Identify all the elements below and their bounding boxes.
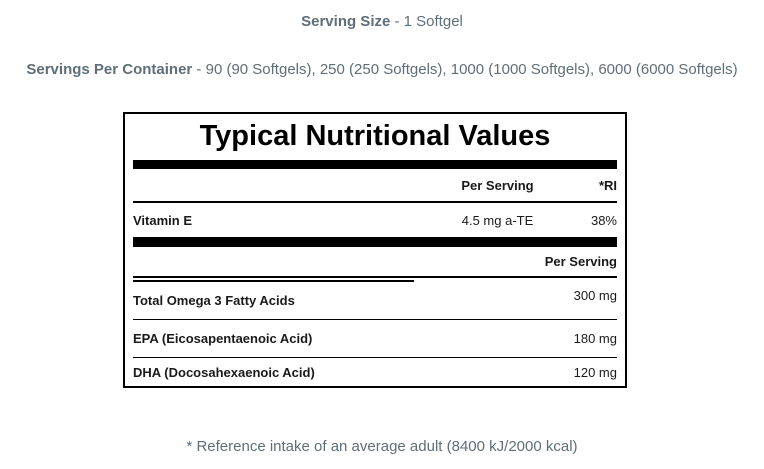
nutrition-table-title: Typical Nutritional Values	[199, 120, 551, 152]
nutrient-label: Vitamin E	[133, 212, 193, 228]
nutrient-label: Total Omega 3 Fatty Acids	[133, 293, 295, 308]
divider-thick-bar-1	[133, 160, 617, 169]
section1-col-ri: *RI	[598, 177, 617, 193]
nutrient-label: DHA (Docosahexaenoic Acid)	[133, 364, 315, 380]
reference-intake-footnote: * Reference intake of an average adult (8400 kJ/2000 kcal)	[186, 438, 578, 455]
nutrition-table	[123, 112, 627, 388]
nutrient-label: EPA (Eicosapentaenoic Acid)	[133, 331, 313, 346]
table-row	[133, 282, 617, 320]
nutrient-ri-value: 38%	[590, 212, 617, 228]
nutrient-per-serving-value: 4.5 mg a-TE	[461, 212, 534, 228]
nutrient-per-serving-value: 180 mg	[573, 331, 617, 346]
servings-per-container-line	[0, 61, 764, 79]
section2-header-row	[133, 247, 617, 278]
servings-per-container-value: - 90 (90 Softgels), 250 (250 Softgels), 1000 (1000 Softgels), 6000 (6000 Softgels)	[192, 61, 738, 78]
table-row	[133, 358, 617, 386]
nutrient-per-serving-value: 300 mg	[573, 288, 617, 303]
table-row	[133, 203, 617, 237]
section2-col-per-serving: Per Serving	[544, 254, 617, 269]
nutrient-per-serving-value: 120 mg	[573, 364, 617, 380]
table-row	[133, 320, 617, 358]
section1-header-row	[133, 169, 617, 203]
servings-per-container-label: Servings Per Container	[26, 61, 193, 78]
serving-size-label: Serving Size	[301, 13, 391, 30]
serving-size-line	[0, 13, 764, 31]
serving-size-value: - 1 Softgel	[390, 13, 463, 30]
divider-thick-bar-2	[133, 237, 617, 247]
section1-col-per-serving: Per Serving	[461, 177, 534, 193]
